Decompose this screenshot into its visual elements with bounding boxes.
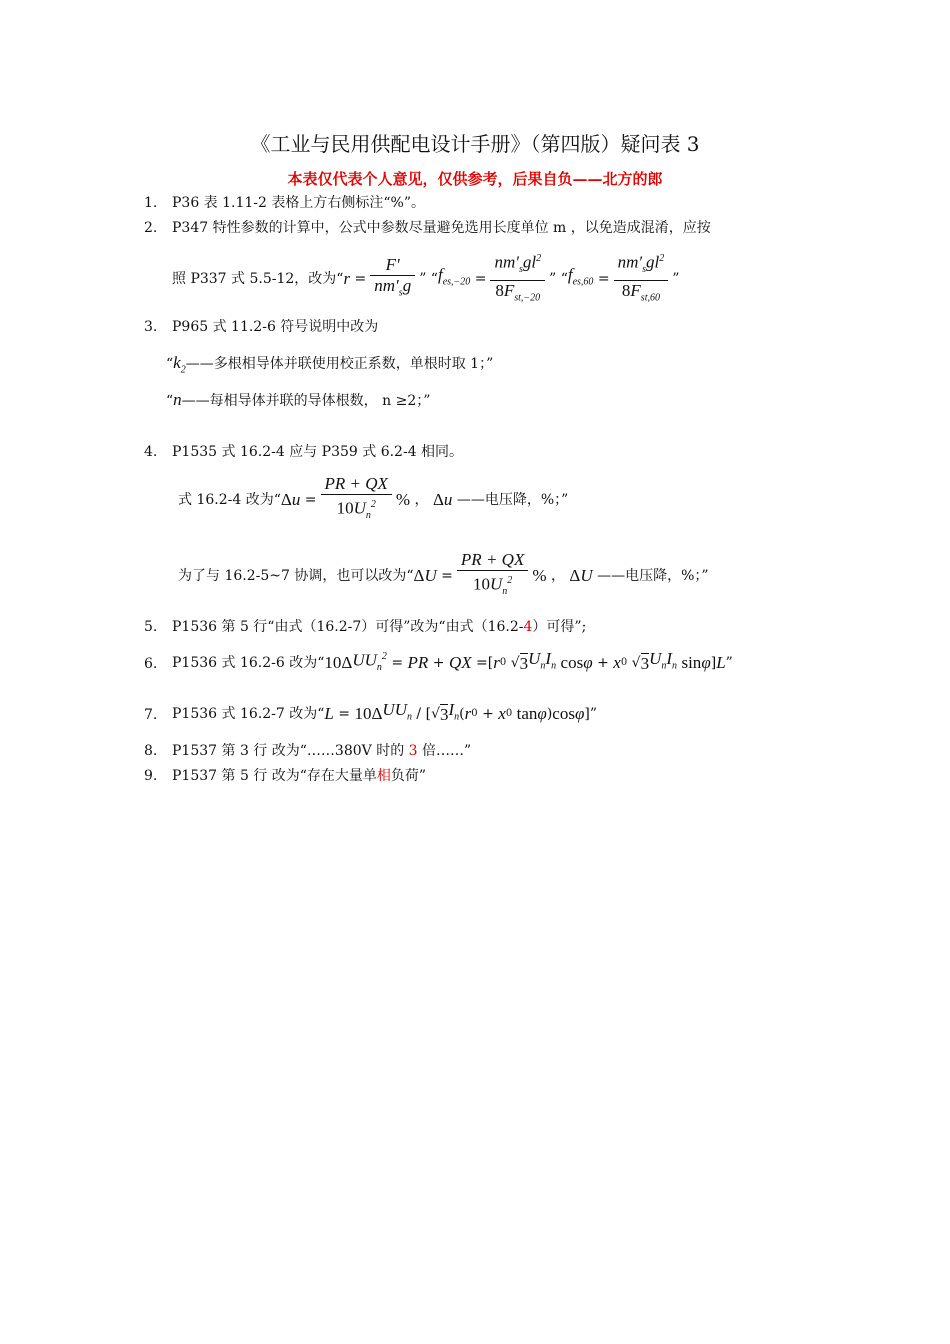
item-6-number: 6. — [144, 656, 158, 672]
formula-du-fraction: $\frac{PR + QX}{10U_n^2}$ — [321, 474, 392, 526]
item-5-highlight: 4 — [523, 619, 533, 635]
item-4-line2: 式 16.2-4 改为“ — [178, 492, 281, 508]
item-6-formula: P1536 式 16.2-6 改为“ 10Δ $UU_n^2$ = PR + QX =[ r 0 √ 3 $U_nI_n$ cos φ + x 0 √ 3 $U_nI_n$ sin φ ] L ” — [172, 649, 733, 674]
item-4-du-desc: ——电压降，%；” — [456, 492, 569, 508]
page-title: 《工业与民用供配电设计手册》（第四版）疑问表 3 — [250, 132, 700, 156]
item-7-formula: P1536 式 16.2-7 改为“ L = 10Δ $UU_n$ / [√ 3 $I_n$ ( r 0 + x 0 tan φ ) cos φ ]” — [172, 700, 597, 724]
formula-quote2: ” “ — [549, 271, 568, 287]
formula-fes-60-fraction: $\frac{nm'_sgl^2}{8F_{st,60}}$ — [614, 249, 669, 308]
item-4-text: P1535 式 16.2-4 应与 P359 式 6.2-4 相同。 — [172, 444, 464, 460]
item-3-k2-line: “$k_2——$多根相导体并联使用校正系数，单根时取 1；” — [166, 353, 494, 376]
item-9-text: P1537 第 5 行 改为“存在大量单相负荷” — [172, 768, 427, 784]
item-4-number: 4. — [144, 444, 158, 460]
item-3-n-line: “n——每相导体并联的导体根数， n ≥2；” — [166, 390, 431, 409]
formula-r: r — [343, 269, 351, 288]
formula-quote3: ” — [672, 271, 680, 287]
page-subtitle: 本表仅代表个人意见，仅供参考，后果自负——北方的郎 — [287, 170, 663, 188]
item-5-number: 5. — [144, 619, 158, 635]
item-1-number: 1. — [144, 195, 158, 211]
formula-fes-20-fraction: $\frac{nm'_sgl^2}{8F_{st,-20}}$ — [490, 249, 545, 308]
item-3-n-cond: n ≥2；” — [382, 393, 431, 409]
item-7-text: P1536 式 16.2-7 改为“ — [172, 706, 325, 722]
item-4-formula-du: 式 16.2-4 改为“ Δ u = $\frac{PR + QX}{10U_n^2}$ % ， Δ u ——电压降，%；” — [178, 472, 568, 528]
formula-fes-20: $f_{es,-20}$ — [437, 265, 471, 288]
item-2-number: 2. — [144, 220, 158, 236]
formula-fes-60: $f_{es,60}$ — [567, 265, 594, 288]
formula-quote: ” “ — [419, 271, 438, 287]
item-9-highlight: 相 — [376, 768, 391, 784]
item-9-number: 9. — [144, 768, 158, 784]
item-4-formula-dU: 为了与 16.2-5~7 协调，也可以改为“ Δ U = $\frac{PR + QX}{10U_n^2}$ % ， Δ U ——电压降，%；” — [178, 548, 709, 604]
item-5-text: P1536 第 5 行“由式（16.2-7）可得”改为“由式（16.2-4）可得”; — [172, 619, 587, 635]
item-7-number: 7. — [144, 707, 158, 723]
item-8-highlight: 3 — [408, 743, 418, 759]
item-8-text: P1537 第 3 行 改为“……380V 时的 3 倍……” — [172, 743, 472, 759]
item-4-line3: 为了与 16.2-5~7 协调，也可以改为“ — [178, 568, 414, 584]
item-3-text: P965 式 11.2-6 符号说明中改为 — [172, 319, 379, 335]
item-2-line2: 照 P337 式 5.5-12，改为“ — [172, 271, 344, 287]
formula-dU-fraction: $\frac{PR + QX}{10U_n^2}$ — [457, 550, 528, 602]
item-2-text: P347 特性参数的计算中，公式中参数尽量避免选用长度单位 m ，以免造成混淆，应按 — [172, 220, 711, 236]
item-8-number: 8. — [144, 743, 158, 759]
formula-r-fraction: $\frac{F'}{nm'_sg}$ — [370, 255, 415, 303]
item-3-k2-desc: ——多根相导体并联使用校正系数，单根时取 1；” — [185, 356, 494, 372]
item-3-number: 3. — [144, 319, 158, 335]
item-1-text: P36 表 1.11-2 表格上方右侧标注“%”。 — [172, 195, 426, 211]
item-6-text: P1536 式 16.2-6 改为“ — [172, 655, 325, 671]
item-4-dU-desc: ——电压降，%；” — [597, 568, 709, 584]
item-3-n-desc: ——每相导体并联的导体根数， — [181, 393, 378, 409]
item-2-formula-line: 照 P337 式 5.5-12，改为“ r = $\frac{F'}{nm'_sg}$ ” “ $f_{es,-20}$ = $\frac{nm'_sgl^2}{8F_{st,-20}}$ ” “ $f_{es,60}$ = $\frac{nm'_sgl^2}{8F_{st,60}}$ ” — [172, 250, 679, 308]
